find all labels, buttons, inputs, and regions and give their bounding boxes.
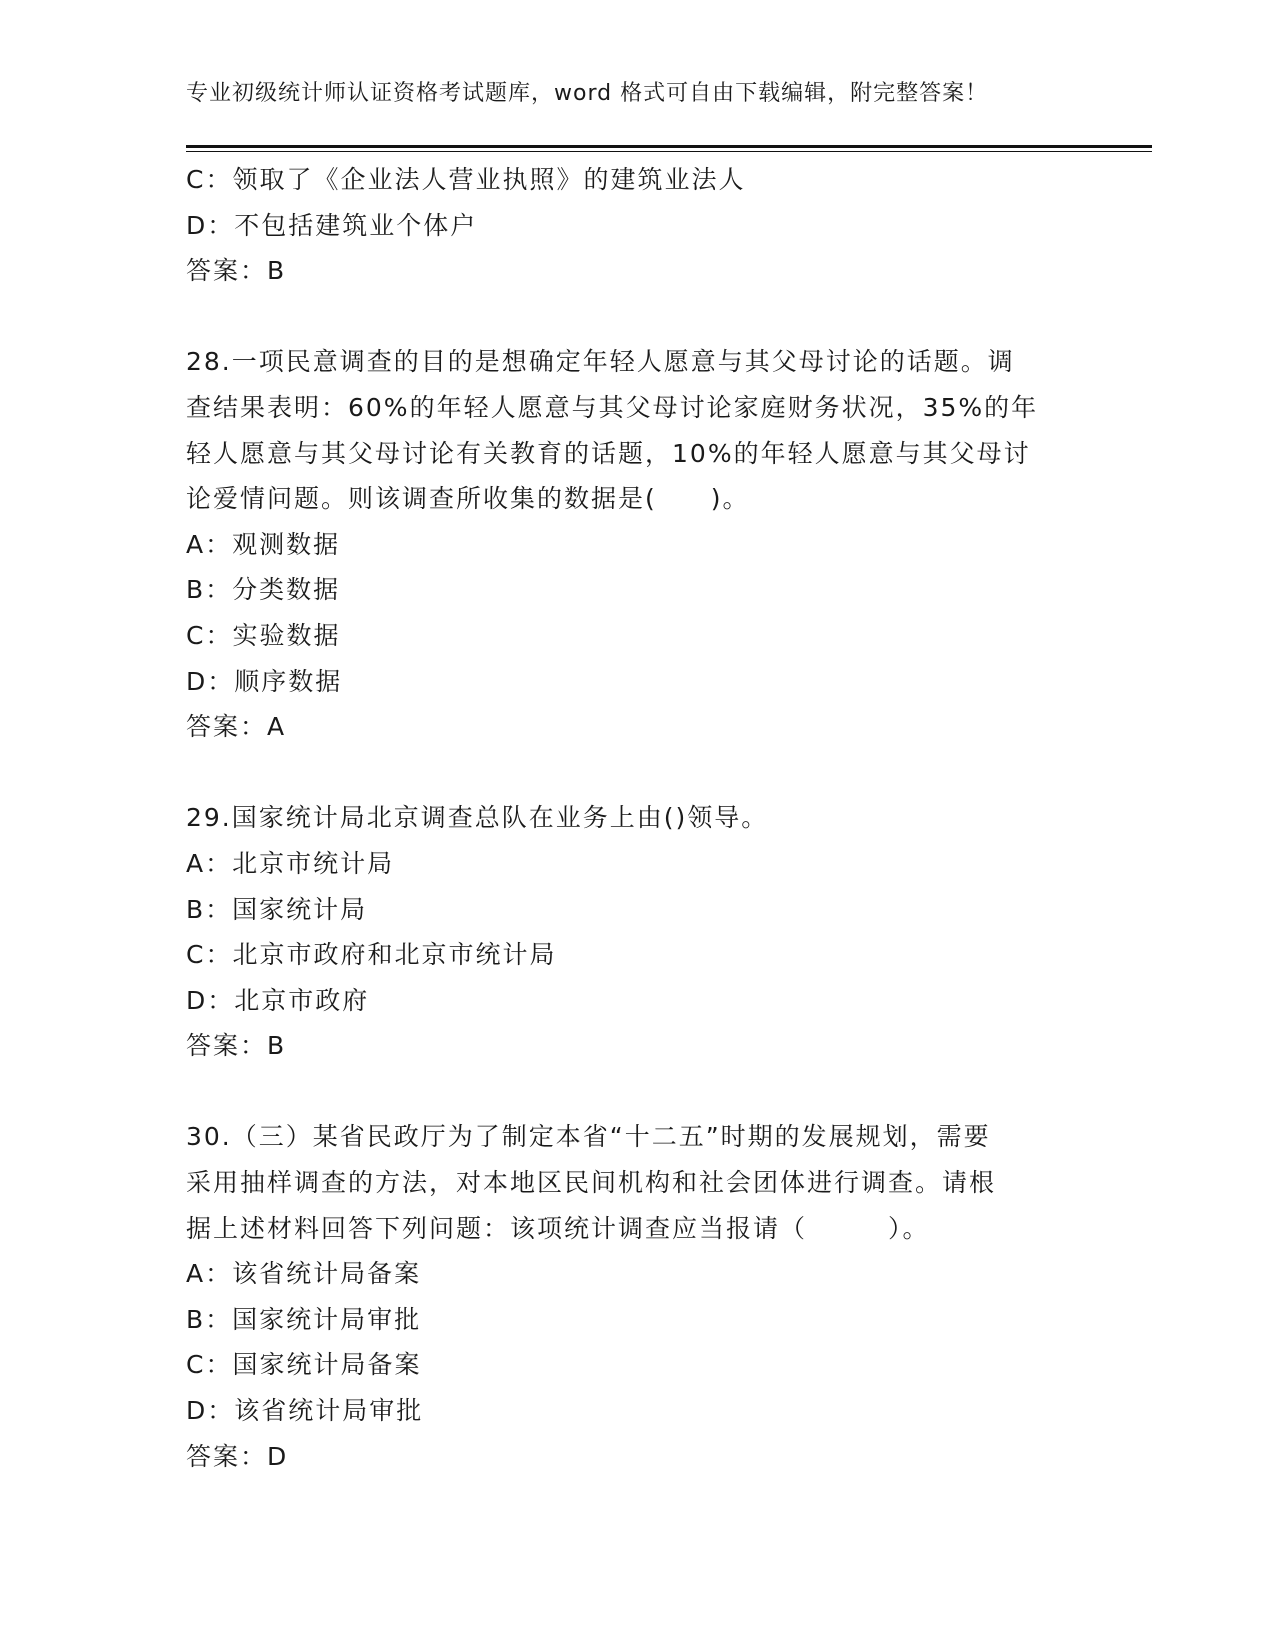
question-line: 轻人愿意与其父母讨论有关教育的话题，10%的年轻人愿意与其父母讨 xyxy=(186,438,1031,468)
option-line: A：该省统计局备案 xyxy=(186,1259,422,1289)
question-content xyxy=(186,157,1086,1479)
option-line: D：该省统计局审批 xyxy=(186,1396,424,1426)
option-line: B：国家统计局审批 xyxy=(186,1304,422,1334)
question-block xyxy=(186,339,1086,749)
question-line: 28.一项民意调查的目的是想确定年轻人愿意与其父母讨论的话题。调 xyxy=(186,347,1015,377)
question-line: 据上述材料回答下列问题：该项统计调查应当报请（ ）。 xyxy=(186,1213,930,1243)
question-block xyxy=(186,795,1086,1069)
question-line: 论爱情问题。则该调查所收集的数据是( )。 xyxy=(186,484,750,514)
answer-line: 答案：B xyxy=(186,1031,287,1061)
question-line: D：不包括建筑业个体户 xyxy=(186,210,478,240)
header-rule-thick xyxy=(186,145,1152,148)
option-line: B：分类数据 xyxy=(186,575,341,605)
question-block xyxy=(186,1114,1086,1479)
option-line: D：北京市政府 xyxy=(186,985,370,1015)
option-line: C：国家统计局备案 xyxy=(186,1350,422,1380)
question-line: C：领取了《企业法人营业执照》的建筑业法人 xyxy=(186,165,746,194)
block-gap xyxy=(186,1069,1086,1115)
question-block xyxy=(186,157,1086,294)
answer-line: 答案：D xyxy=(186,1441,289,1471)
question-line: 30.（三）某省民政厅为了制定本省“十二五”时期的发展规划，需要 xyxy=(186,1122,991,1152)
header-rule-thin xyxy=(186,151,1152,152)
question-line: 采用抽样调查的方法，对本地区民间机构和社会团体进行调查。请根 xyxy=(186,1168,997,1198)
option-line: A：北京市统计局 xyxy=(186,848,395,878)
block-gap xyxy=(186,294,1086,340)
page-header: 专业初级统计师认证资格考试题库，word 格式可自由下载编辑，附完整答案！ xyxy=(186,81,989,106)
option-line: A：观测数据 xyxy=(186,529,341,559)
option-line: C：北京市政府和北京市统计局 xyxy=(186,940,557,970)
option-line: B：国家统计局 xyxy=(186,894,368,924)
answer-line: 答案：B xyxy=(186,256,287,286)
block-gap xyxy=(186,750,1086,796)
answer-line: 答案：A xyxy=(186,712,287,742)
question-line: 查结果表明：60%的年轻人愿意与其父母讨论家庭财务状况，35%的年 xyxy=(186,392,1039,422)
option-line: D：顺序数据 xyxy=(186,666,343,696)
option-line: C：实验数据 xyxy=(186,620,341,650)
question-line: 29.国家统计局北京调查总队在业务上由()领导。 xyxy=(186,803,769,833)
